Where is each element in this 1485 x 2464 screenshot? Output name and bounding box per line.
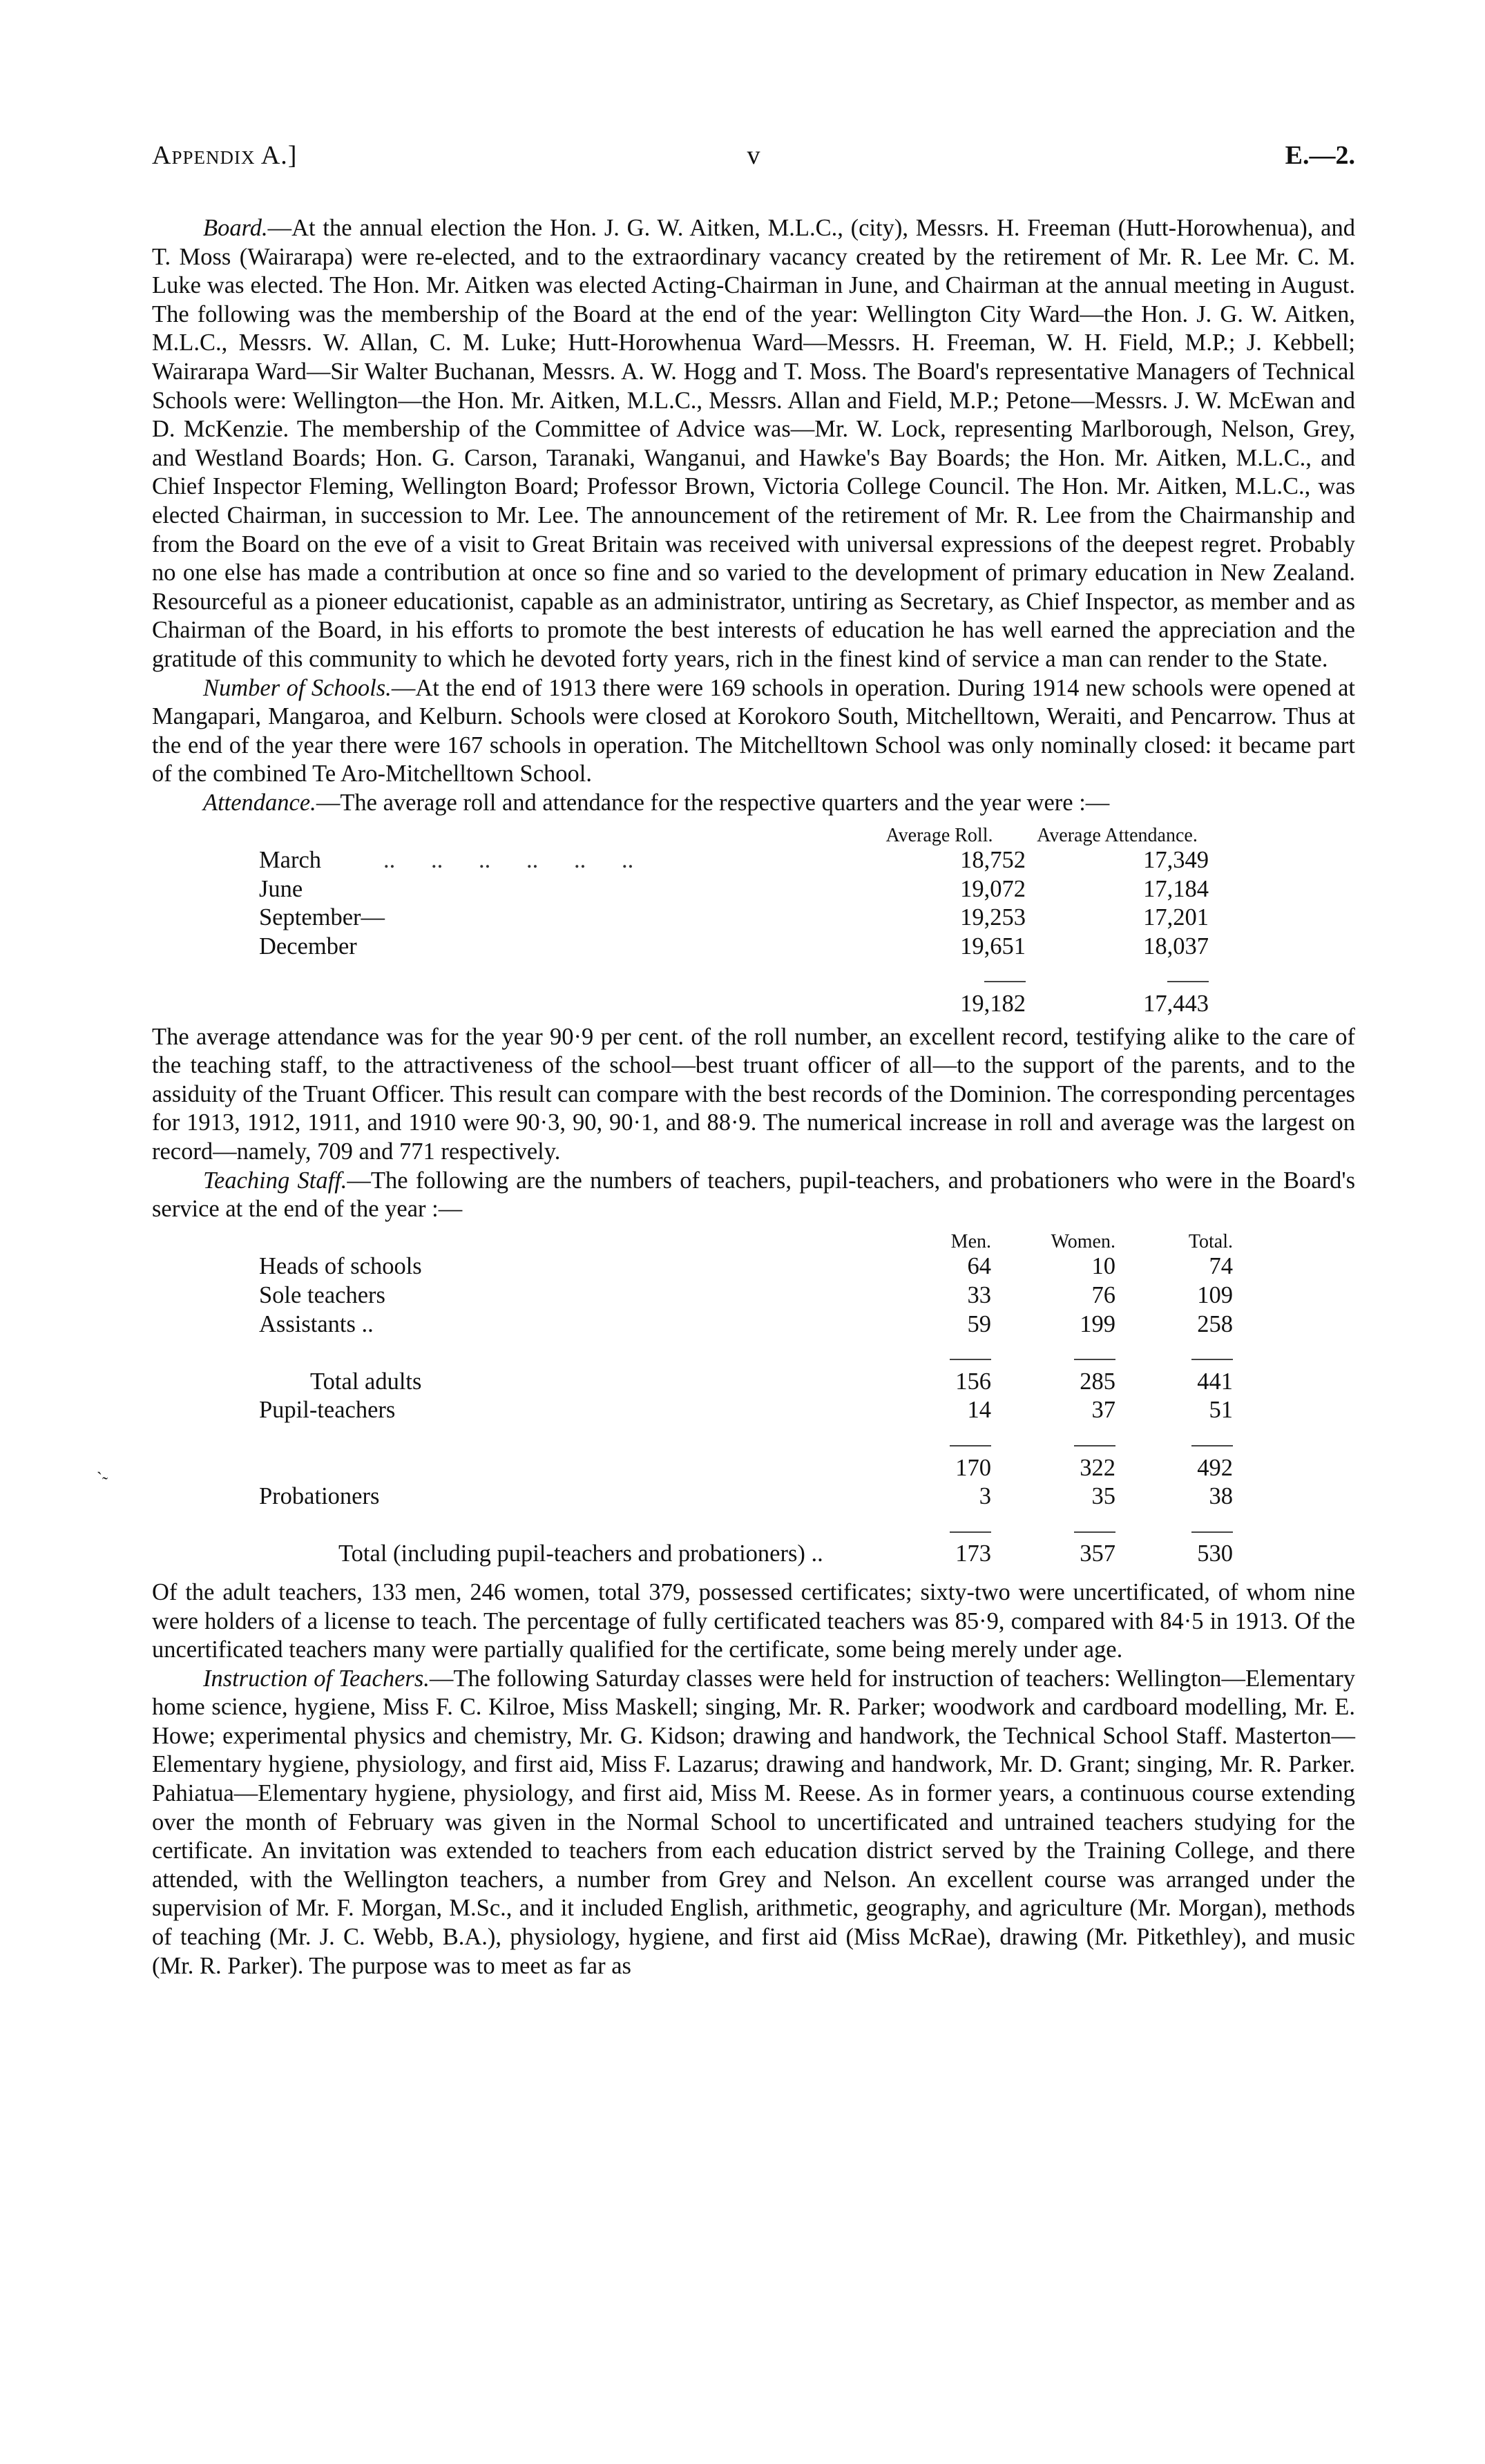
table-row bbox=[259, 933, 1209, 962]
total-attendance: 17,443 bbox=[1143, 991, 1209, 1018]
pupil-teachers-row bbox=[259, 1396, 1233, 1425]
row-label: September— bbox=[259, 904, 385, 931]
header-attendance: Average Attendance. bbox=[1037, 825, 1198, 847]
men-value: 156 bbox=[955, 1368, 991, 1395]
staff-table bbox=[259, 1224, 1233, 1569]
document-body bbox=[152, 214, 1355, 1980]
text-staff: —The following are the numbers of teachers, pupil-teachers, and probationers who were in the Board's service at the end of the year :— bbox=[152, 1167, 1355, 1223]
women-value: 199 bbox=[1080, 1310, 1115, 1337]
women-value: 35 bbox=[1091, 1483, 1115, 1510]
text-instruction: —The following Saturday classes were held for instruction of teachers: Wellington—Elementary home science, hygiene, Miss F. C. Kilroe, Miss Maskell; singing, Mr. R. Parker; woodwork and cardboard modelling, Mr. E. Howe; experimental physics and chemistry, Mr. G. Kidson; drawing and handwork, the Technical School Staff. Masterton—Elementary hygiene, physiology, and first aid, Miss F. Lazarus; drawing and handwork, Mr. D. Grant; singing, Mr. R. Parker. Pahiatua—Elementary hygiene, physiology, and first aid, Miss M. Reese. As in former years, a continuous course extending over the month of February was given in the Normal School to uncertificated and untrained teachers studying for the certificate. An invitation was extended to teachers from each education district served by the Training College, and there attended, with the Wellington teachers, a number from Grey and Nelson. An excellent course was arranged under the supervision of Mr. F. Morgan, M.Sc., and it included English, arithmetic, geography, and agriculture (Mr. Morgan), methods of teaching (Mr. J. C. Webb, B.A.), physiology, hygiene, and first aid (Miss McRae), drawing (Mr. Pitkethley), and music (Mr. R. Parker). The purpose was to meet as far as bbox=[152, 1665, 1355, 1979]
paragraph-staff bbox=[152, 1167, 1355, 1224]
total-adults-row bbox=[259, 1368, 1233, 1397]
row-label: Probationers bbox=[259, 1483, 380, 1510]
page-header bbox=[152, 142, 1355, 176]
paragraph-attendance-note: The average attendance was for the year 90·9 per cent. of the roll number, an excellent record, testifying alike to the care of the teaching staff, to the attractiveness of the school—best truant officer of all—to the support of the parents, and to the assiduity of the Truant Officer. This result can compare with the best records of the Dominion. The corresponding percentages for 1913, 1912, 1911, and 1910 were 90·3, 90, 90·1, and 88·9. The numerical increase in roll and average was the largest on record—namely, 709 and 771 respectively. bbox=[152, 1023, 1355, 1165]
row-label: June bbox=[259, 875, 303, 902]
women-value: 285 bbox=[1080, 1368, 1115, 1395]
header-total: Total. bbox=[1188, 1231, 1233, 1253]
total-value: 38 bbox=[1209, 1483, 1233, 1510]
text-attendance: —The average roll and attendance for the respective quarters and the year were :— bbox=[316, 789, 1110, 816]
attendance-table bbox=[259, 817, 1209, 1018]
table-row bbox=[259, 846, 1209, 875]
table-row bbox=[259, 875, 1209, 904]
women-value: 37 bbox=[1091, 1397, 1115, 1424]
men-value: 14 bbox=[967, 1397, 991, 1424]
lead-schools: Number of Schools. bbox=[203, 674, 392, 701]
appendix-label: Appendix A.] bbox=[152, 141, 298, 170]
women-value: 76 bbox=[1091, 1281, 1115, 1308]
header-women: Women. bbox=[1051, 1231, 1115, 1253]
row-label: December bbox=[259, 933, 357, 959]
row-label: March bbox=[259, 847, 322, 874]
header-men: Men. bbox=[950, 1231, 991, 1253]
men-value: 173 bbox=[955, 1540, 991, 1567]
page-number: v bbox=[747, 141, 760, 170]
lead-instruction: Instruction of Teachers. bbox=[203, 1665, 430, 1692]
total-roll: 19,182 bbox=[960, 991, 1026, 1018]
subtotal-row bbox=[259, 1454, 1233, 1483]
men-value: 59 bbox=[967, 1310, 991, 1337]
roll-value: 18,752 bbox=[960, 847, 1026, 874]
row-label: Heads of schools bbox=[259, 1253, 422, 1280]
total-value: 258 bbox=[1197, 1310, 1233, 1337]
total-value: 492 bbox=[1197, 1454, 1233, 1481]
table-row bbox=[259, 1281, 1233, 1310]
total-value: 51 bbox=[1209, 1397, 1233, 1424]
total-value: 109 bbox=[1197, 1281, 1233, 1308]
roll-value: 19,651 bbox=[960, 933, 1026, 959]
attendance-value: 17,184 bbox=[1143, 875, 1209, 902]
total-value: 530 bbox=[1197, 1540, 1233, 1567]
table-row bbox=[259, 1252, 1233, 1281]
men-value: 64 bbox=[967, 1253, 991, 1280]
table-row bbox=[259, 1310, 1233, 1339]
women-value: 10 bbox=[1091, 1253, 1115, 1280]
row-label: Total (including pupil-teachers and probationers) .. bbox=[338, 1540, 823, 1567]
total-value: 441 bbox=[1197, 1368, 1233, 1395]
men-value: 170 bbox=[955, 1454, 991, 1481]
total-value: 74 bbox=[1209, 1253, 1233, 1280]
header-roll: Average Roll. bbox=[885, 825, 993, 847]
row-label: Sole teachers bbox=[259, 1281, 385, 1308]
probationers-row bbox=[259, 1482, 1233, 1511]
document-code: E.—2. bbox=[1285, 141, 1355, 170]
women-value: 357 bbox=[1080, 1540, 1115, 1567]
lead-board: Board. bbox=[203, 215, 268, 241]
paragraph-board bbox=[152, 214, 1355, 674]
row-label: Total adults bbox=[310, 1368, 422, 1395]
men-value: 3 bbox=[979, 1483, 991, 1510]
row-label: Pupil-teachers bbox=[259, 1397, 396, 1424]
leader-dots: .. .. .. .. .. .. bbox=[383, 847, 634, 874]
paragraph-attendance bbox=[152, 789, 1355, 818]
attendance-value: 18,037 bbox=[1143, 933, 1209, 959]
margin-mark: ˴˷ bbox=[97, 1462, 108, 1480]
lead-staff: Teaching Staff. bbox=[203, 1167, 347, 1194]
attendance-value: 17,349 bbox=[1143, 847, 1209, 874]
women-value: 322 bbox=[1080, 1454, 1115, 1481]
total-row bbox=[259, 990, 1209, 1019]
table-row bbox=[259, 904, 1209, 933]
text-schools: —At the end of 1913 there were 169 schools in operation. During 1914 new schools were opened at Mangapari, Mangaroa, and Kelburn. Schools were closed at Korokoro South, Mitchelltown, Weraiti, and Pencarrow. Thus at the end of the year there were 167 schools in operation. The Mitchelltown School was only nominally closed: it became part of the combined Te Aro-Mitchelltown School. bbox=[152, 674, 1355, 787]
paragraph-instruction bbox=[152, 1665, 1355, 1981]
attendance-value: 17,201 bbox=[1143, 904, 1209, 931]
paragraph-schools bbox=[152, 674, 1355, 789]
roll-value: 19,072 bbox=[960, 875, 1026, 902]
men-value: 33 bbox=[967, 1281, 991, 1308]
roll-value: 19,253 bbox=[960, 904, 1026, 931]
paragraph-certificates: Of the adult teachers, 133 men, 246 women, total 379, possessed certificates; sixty-two were uncertificated, of whom nine were holders of a license to teach. The percentage of fully certificated teachers was 85·9, compared with 84·5 in 1913. Of the uncertificated teachers many were partially qualified for the certificate, some being merely under age. bbox=[152, 1578, 1355, 1663]
lead-attendance: Attendance. bbox=[203, 789, 316, 816]
row-label: Assistants .. bbox=[259, 1310, 374, 1337]
text-board: —At the annual election the Hon. J. G. W. Aitken, M.L.C., (city), Messrs. H. Freeman (Hutt-Horowhenua), and T. Moss (Wairarapa) were re-elected, and to the extraordinary vacancy created by the retirement of Mr. R. Lee Mr. C. M. Luke was elected. The Hon. Mr. Aitken was elected Acting-Chairman in June, and Chairman at the annual meeting in August. The following was the membership of the Board at the end of the year: Wellington City Ward—the Hon. J. G. W. Aitken, M.L.C., Messrs. W. Allan, C. M. Luke; Hutt-Horowhenua Ward—Messrs. H. Freeman, W. H. Field, M.P.; J. Kebbell; Wairarapa Ward—Sir Walter Buchanan, Messrs. A. W. Hogg and T. Moss. The Board's representative Managers of Technical Schools were: Wellington—the Hon. Mr. Aitken, M.L.C., Messrs. Allan and Field, M.P.; Petone—Messrs. J. W. McEwan and D. McKenzie. The membership of the Committee of Advice was—Mr. W. Lock, representing Marlborough, Nelson, Grey, and Westland Boards; Hon. G. Carson, Taranaki, Wanganui, and Hawke's Bay Boards; the Hon. Mr. Aitken, M.L.C., and Chief Inspector Fleming, Wellington Board; Professor Brown, Victoria College Council. The Hon. Mr. Aitken, M.L.C., was elected Chairman, in succession to Mr. Lee. The announcement of the retirement of Mr. R. Lee from the Chairmanship and from the Board on the eve of a visit to Great Britain was received with universal expressions of the deepest regret. Probably no one else has made a contribution at once so fine and so varied to the development of primary education in New Zealand. Resourceful as a pioneer educationist, capable as an administrator, untiring as Secretary, as Chief Inspector, as member and as Chairman of the Board, in his efforts to promote the best interests of education he has well earned the appreciation and the gratitude of this community to which he devoted forty years, rich in the finest kind of service a man can render to the State. bbox=[152, 215, 1355, 672]
grand-total-row bbox=[259, 1540, 1233, 1569]
